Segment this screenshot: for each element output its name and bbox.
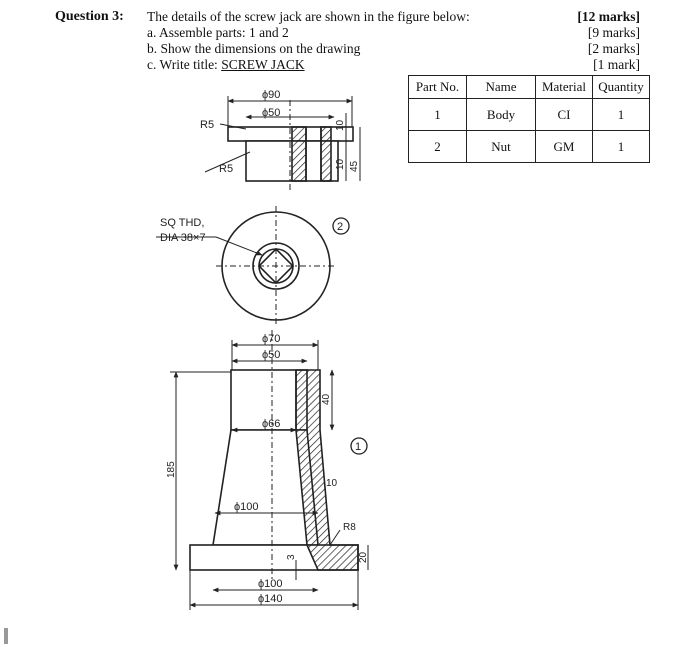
body-dim-50: ϕ50 bbox=[262, 349, 281, 361]
body-dim-140: ϕ140 bbox=[258, 593, 283, 605]
body-dim-100-side: ϕ100 bbox=[234, 501, 259, 513]
body-dim-185: 185 bbox=[166, 461, 177, 478]
nut-thread-label-1: SQ THD, bbox=[160, 217, 205, 229]
nut-dim-outer: ϕ90 bbox=[262, 89, 281, 101]
table-cell: 1 bbox=[593, 99, 650, 131]
nut-radius-bottom: R5 bbox=[219, 163, 234, 175]
body-dim-66: ϕ66 bbox=[262, 418, 281, 430]
body-dim-10: 10 bbox=[326, 478, 338, 489]
nut-radius-top: R5 bbox=[200, 119, 215, 131]
header-name: Name bbox=[467, 76, 536, 99]
table-cell: GM bbox=[536, 131, 593, 163]
body-dim-3: 3 bbox=[286, 554, 297, 560]
table-cell: 1 bbox=[409, 99, 467, 131]
marks-c: [1 mark] bbox=[593, 57, 640, 72]
marks-a: [9 marks] bbox=[587, 25, 640, 40]
body-part-no: 1 bbox=[355, 441, 362, 453]
nut-part-no: 2 bbox=[337, 221, 344, 233]
body-dim-100-base: ϕ100 bbox=[258, 578, 283, 590]
question-title-text: SCREW JACK bbox=[221, 57, 305, 72]
body-elevation bbox=[170, 330, 368, 610]
nut-dim-inner: ϕ50 bbox=[262, 107, 281, 119]
nut-dim-10a: 10 bbox=[335, 119, 346, 131]
table-cell: CI bbox=[536, 99, 593, 131]
body-dim-40: 40 bbox=[321, 393, 332, 405]
header-quantity: Quantity bbox=[593, 76, 650, 99]
question-label: Question 3: bbox=[55, 9, 124, 24]
nut-dim-10b: 10 bbox=[335, 158, 346, 170]
body-dim-20: 20 bbox=[358, 551, 369, 563]
marks-b: [2 marks] bbox=[587, 41, 640, 56]
question-intro: The details of the screw jack are shown in the figure below: bbox=[147, 9, 470, 24]
nut-dim-45: 45 bbox=[349, 160, 360, 172]
marks-total: [12 marks] bbox=[577, 9, 640, 24]
nut-elevation bbox=[205, 96, 360, 190]
header-material: Material bbox=[536, 76, 593, 99]
header-part-no: Part No. bbox=[409, 76, 467, 99]
page-edge-mark bbox=[4, 628, 8, 644]
table-cell: Body bbox=[467, 99, 536, 131]
question-item-a: a. Assemble parts: 1 and 2 bbox=[147, 25, 289, 40]
question-item-c-text: c. Write title: bbox=[147, 57, 222, 72]
body-dim-70: ϕ70 bbox=[262, 333, 281, 345]
question-item-b: b. Show the dimensions on the drawing bbox=[147, 41, 361, 56]
table-cell: 1 bbox=[593, 131, 650, 163]
table-cell: 2 bbox=[409, 131, 467, 163]
nut-thread-label-2: DIA 38×7 bbox=[160, 232, 206, 244]
body-dim-r8: R8 bbox=[343, 522, 356, 533]
table-cell: Nut bbox=[467, 131, 536, 163]
